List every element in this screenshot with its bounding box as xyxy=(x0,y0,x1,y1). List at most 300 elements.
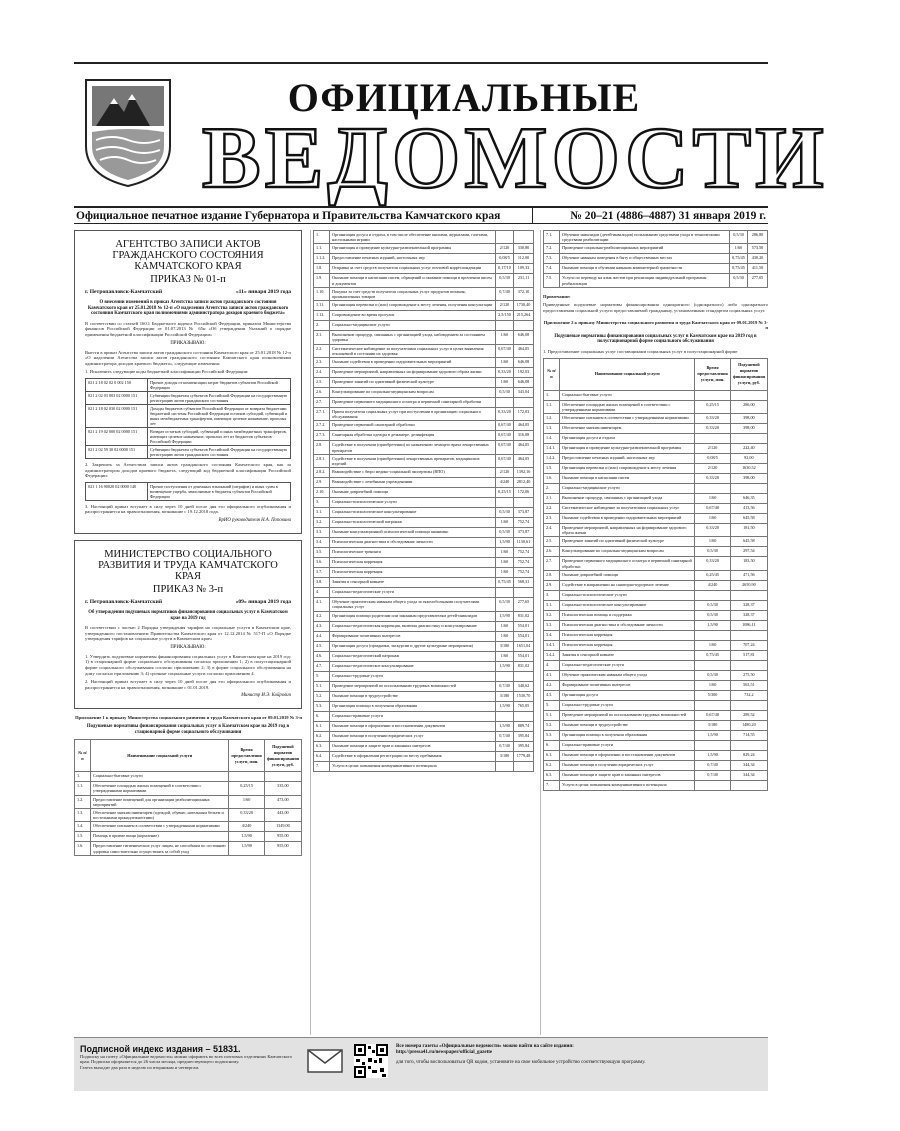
cell-name: Социально-медицинские услуги xyxy=(330,321,496,331)
cell-v: 0,7/40 xyxy=(695,770,730,780)
cell-v: 4/240 xyxy=(695,580,730,590)
cell-v: 1,5/90 xyxy=(496,611,514,621)
cell-v: 2/120 xyxy=(695,463,730,473)
code-desc: Прочие доходы от компенсации затрат бюджетов субъектов Российской Федерации xyxy=(148,378,291,391)
table-row xyxy=(314,508,534,518)
cell-name: Оказание помощи в написании писем xyxy=(560,473,695,483)
cell-v: 1/60 xyxy=(496,631,514,641)
table-row xyxy=(314,751,534,761)
cell-n: 1.1. xyxy=(314,244,330,254)
cell-v: 1/60 xyxy=(695,680,730,690)
cell-p: 1779,48 xyxy=(514,751,534,761)
table-row xyxy=(75,795,302,808)
cell-name: Социально-бытовые услуги xyxy=(560,390,695,400)
cell-v: 3/180 xyxy=(496,641,514,651)
cell-n: 1.8. xyxy=(314,264,330,274)
cell-name: Психологическая коррекция xyxy=(560,640,695,650)
cell-n: 3.6. xyxy=(314,558,330,568)
table-row xyxy=(544,423,768,433)
cell-p: 411,50 xyxy=(748,264,768,274)
appendix2-note: Приложение 2 к приказу Министерства социального развития и труда Камчатского края от 09.01.2019 № 3-п xyxy=(543,319,768,331)
cell-v: 0,7/40 xyxy=(496,741,514,751)
cell-n: 1.1. xyxy=(544,400,560,413)
cell-n: 1.9. xyxy=(314,274,330,287)
table-row xyxy=(544,413,768,423)
appendix1-note: Приложение 1 к приказу Министерства социального развития и труда Камчатского края от 09.01.2019 № 3-п xyxy=(75,715,302,721)
cell-name: Оказание помощи в получении юридических услуг xyxy=(560,760,695,770)
table-row xyxy=(314,408,534,421)
cell-name: Проведение занятий по адаптивной физической культуре xyxy=(560,537,695,547)
cell-n: 1. xyxy=(314,231,330,244)
cell-n: 3.4.1. xyxy=(544,640,560,650)
cell-p: 344,34 xyxy=(730,760,767,770)
table-row xyxy=(544,274,768,287)
cell-n: 7.3. xyxy=(544,254,560,264)
cell-name: Систематическое наблюдение за получателями социальных услуг в целях выявления отклонений в состоянии их здоровья xyxy=(330,344,496,357)
cell-v: 0,33/20 xyxy=(496,408,514,421)
cell-v: 1/60 xyxy=(496,558,514,568)
cell-p xyxy=(730,590,767,600)
cell-p: 646,08 xyxy=(514,331,534,344)
table-header xyxy=(544,358,768,390)
cell-v xyxy=(695,433,730,443)
cell-name: Выполнение процедур, связанных с организацией ухода, наблюдением за состоянием здоровья xyxy=(330,331,496,344)
cell-name: Консультирование по социально-медицинским вопросам xyxy=(330,388,496,398)
cell-v: 3/180 xyxy=(496,691,514,701)
cell-name: Оказание помощи в защите прав и законных интересов xyxy=(330,741,496,751)
cell-p: 277,65 xyxy=(514,598,534,611)
cell-name: Занятия в сенсорной комнате xyxy=(560,650,695,660)
cell-v: 0,17/10 xyxy=(496,264,514,274)
order1-para5: 3. Настоящий приказ вступает в силу через 10 дней после дня его официального опубликования и распространяется на правоотношения, возникшие с 19.12.2018 года. xyxy=(85,503,291,515)
cell-name: Предоставление печатных изданий, настольных игр xyxy=(330,254,496,264)
cell-v: 0,5/30 xyxy=(695,547,730,557)
cell-p xyxy=(730,740,767,750)
cell-name: Обеспечение площадью жилых помещений в соответствии с утвержденными нормативами xyxy=(91,782,229,795)
table-row xyxy=(544,670,768,680)
table-row xyxy=(544,780,768,790)
table-row xyxy=(314,301,534,311)
subscription-text2: Газета выходит два раза в неделю по вторникам и четвергам. xyxy=(80,1064,200,1070)
cell-name: Содействие в направлении на санаторно-курортное лечение xyxy=(560,580,695,590)
cell-v: 0,7/40 xyxy=(496,731,514,741)
cell-n: 6. xyxy=(544,740,560,750)
cell-v: 0,33/20 xyxy=(496,368,514,378)
cell-n: 2.7. xyxy=(314,398,330,408)
cell-name: Содействие в оформлении регистрации по месту пребывания xyxy=(330,751,496,761)
cell-v: 0,67/40 xyxy=(496,421,514,431)
order2-para3: 2. Настоящий приказ вступает в силу через 10 дней после дня его официального опубликования и распространяется на правоотношения, возникшие с 01.01.2019. xyxy=(85,679,291,690)
cell-v: 0,5/30 xyxy=(496,528,514,538)
cell-p: 430,20 xyxy=(748,254,768,264)
table-row xyxy=(544,630,768,640)
order2-para2: 1. Утвердить подушевые нормативы финансирования социальных услуг в Камчатском крае на 2019 год: 1) в стационарной форме социального обслуживания согласно приложению 1; 2) в полустационарной форме социального обслуживания согласно приложению 2; 3) в форме социального обслуживания на дому согласно приложению 3; 4) срочные социальные услуги согласно приложению 4. xyxy=(85,653,291,676)
cell-name: Организация досуга и отдыха, в том числе обеспечение книгами, журналами, газетами, настольными играми xyxy=(330,231,496,244)
cell-v: 2,5/150 xyxy=(496,311,514,321)
footer xyxy=(74,1037,768,1091)
cell-name: Психологическая коррекция xyxy=(330,558,496,568)
cell-n: 1.6. xyxy=(75,842,91,855)
cell-name: Социально-психологический патронаж xyxy=(330,518,496,528)
cell-p: 92,00 xyxy=(730,453,767,463)
cell-v: 0,33/20 xyxy=(695,473,730,483)
order1-para1: В соответствии со статьей 160.1 Бюджетного кодекса Российской Федерации, приказом Министерства финансов Российской Федерации от 01.07.2013 № 65н «Об утверждении Указаний о порядке применения бюджетной классификации Российской Федерации» xyxy=(85,320,291,337)
cell-p: 413,56 xyxy=(730,503,767,513)
table-row xyxy=(86,445,291,458)
order2-date: «09» января 2019 года xyxy=(235,598,291,605)
cell-name: Взаимодействие с лечебными учреждениями xyxy=(330,478,496,488)
cell-p: 1530,70 xyxy=(514,691,534,701)
cell-p xyxy=(730,483,767,493)
table-row xyxy=(314,431,534,441)
cell-v: 1/60 xyxy=(496,358,514,368)
cell-n: 4.6. xyxy=(314,651,330,661)
cell-n: 2.7.3. xyxy=(314,431,330,441)
order1-city: г. Петропавловск-Камчатский xyxy=(85,289,163,295)
mail-icon xyxy=(306,1048,344,1074)
cell-p: 464,05 xyxy=(514,421,534,431)
code2-table xyxy=(85,482,291,501)
cell-p: 335,00 xyxy=(264,782,301,795)
cell-p: 831,02 xyxy=(514,611,534,621)
table-row xyxy=(75,809,302,822)
cell-p xyxy=(514,398,534,408)
order2-sign: Министр И.Э. Койрович xyxy=(241,693,291,699)
cell-name: Покупка за счет средств получателя социальных услуг продуктов питания, промышленных товаров xyxy=(330,287,496,300)
cell-name: Оказание доврачебной помощи xyxy=(330,488,496,498)
cell-p: 889,74 xyxy=(514,721,534,731)
cell-p: 222,40 xyxy=(730,443,767,453)
cell-v xyxy=(695,780,730,790)
cell-p: 373,87 xyxy=(514,508,534,518)
table-row xyxy=(314,681,534,691)
table-row xyxy=(86,391,291,404)
cell-p: 275,50 xyxy=(730,670,767,680)
table-row xyxy=(86,404,291,427)
cell-p: 1130,61 xyxy=(514,538,534,548)
table-row xyxy=(314,264,534,274)
cell-v: 0,5/30 xyxy=(496,598,514,611)
cell-p: 646,35 xyxy=(730,493,767,503)
cell-p: 328,37 xyxy=(730,600,767,610)
table-row xyxy=(544,473,768,483)
cell-p: 1480,20 xyxy=(730,720,767,730)
cell-v: 1/60 xyxy=(496,331,514,344)
cell-n: 2.7.1. xyxy=(314,408,330,421)
cell-p: 183,50 xyxy=(730,557,767,570)
table-row xyxy=(544,523,768,536)
masthead-title-top: ОФИЦИАЛЬНЫЕ xyxy=(287,75,641,120)
cell-n: 6.1. xyxy=(314,721,330,731)
cell-v: 1/60 xyxy=(695,493,730,503)
cell-v: 0,75/45 xyxy=(496,578,514,588)
table-row xyxy=(75,832,302,842)
cell-p: 752,74 xyxy=(514,548,534,558)
cell-name: Занятия в сенсорной комнате xyxy=(330,578,496,588)
cell-n: 3.4. xyxy=(314,538,330,548)
column-right xyxy=(540,230,768,1035)
cell-v: 1,5/90 xyxy=(695,620,730,630)
cell-name: Услуги в целях повышения коммуникативного потенциала xyxy=(330,761,496,771)
cell-n: 4.2. xyxy=(314,611,330,621)
order1-dateline xyxy=(85,289,291,295)
cell-v: 3/180 xyxy=(695,720,730,730)
cell-n: 4.5. xyxy=(314,641,330,651)
cell-v: 0,67/40 xyxy=(496,431,514,441)
table-row xyxy=(314,344,534,357)
cell-n: 4.4. xyxy=(314,631,330,641)
cell-p: 443,00 xyxy=(264,809,301,822)
cell-v xyxy=(496,398,514,408)
cell-v: 1/60 xyxy=(496,378,514,388)
cell-n: 1.11. xyxy=(314,301,330,311)
cell-v: 1,5/90 xyxy=(695,750,730,760)
cell-v: 0,33/20 xyxy=(229,809,264,822)
table2-title: Подушевые нормативы финансирования социальных услуг в Камчатском крае на 2019 год в полустационарной форме социального обслуживания xyxy=(554,333,757,345)
cell-name: Формирование позитивных интересов xyxy=(330,631,496,641)
cell-name: Организация досуга (праздники, экскурсии и другие культурные мероприятия) xyxy=(330,641,496,651)
table-row xyxy=(314,478,534,488)
cell-v: 1,5/90 xyxy=(496,538,514,548)
cell-name: Психологическая коррекция xyxy=(330,568,496,578)
table-row xyxy=(314,498,534,508)
table-row xyxy=(544,690,768,700)
cell-name: Социально-педагогические услуги xyxy=(330,588,496,598)
cell-p xyxy=(730,390,767,400)
cell-n: 2.5. xyxy=(544,537,560,547)
subline-divider xyxy=(532,208,533,224)
table-row xyxy=(544,750,768,760)
cell-n: 5. xyxy=(314,671,330,681)
cell-name: Социально-педагогическая коррекция, включая диагностику и консультирование xyxy=(330,621,496,631)
cell-p: 112,00 xyxy=(514,254,534,264)
cell-n: 1. xyxy=(75,772,91,782)
cell-n: 7. xyxy=(544,780,560,790)
col-norm: Подушевой норматив финансирования услуги, руб. xyxy=(264,740,301,772)
cell-p xyxy=(514,711,534,721)
cell-v xyxy=(695,630,730,640)
cell-n: 2.8. xyxy=(544,570,560,580)
cell-v: 0,25/45 xyxy=(695,570,730,580)
cell-v: 1/60 xyxy=(496,651,514,661)
table-row xyxy=(314,741,534,751)
cell-v: 0,08/5 xyxy=(695,453,730,463)
table-row xyxy=(544,680,768,690)
cell-p: 398,00 xyxy=(730,413,767,423)
table-row xyxy=(314,761,534,771)
table-row xyxy=(314,671,534,681)
website-block xyxy=(396,1044,756,1066)
cell-v: 2/120 xyxy=(496,301,514,311)
kamchatka-emblem-icon xyxy=(82,76,174,188)
table-row xyxy=(314,398,534,408)
website-url[interactable]: http://pressa41.ru/newspaper/official_gazette xyxy=(396,1050,493,1055)
cell-n: 2. xyxy=(544,483,560,493)
newspaper-page xyxy=(74,62,828,1112)
cell-n: 3.8. xyxy=(314,578,330,588)
cell-name: Организация перевозки и (или) сопровождение к месту лечения xyxy=(560,463,695,473)
cell-v: 4/240 xyxy=(496,478,514,488)
cell-n: 7.5. xyxy=(544,274,560,287)
cell-v: 1/60 xyxy=(496,548,514,558)
column-left xyxy=(74,230,302,1035)
cell-n: 2.8. xyxy=(314,441,330,454)
cell-name: Обучение практическим навыкам общего ухода за тяжелобольными получателями социальных услуг xyxy=(330,598,496,611)
cell-n: 7.1. xyxy=(544,231,560,244)
cell-name: Сопровождение во время прогулок xyxy=(330,311,496,321)
table-row xyxy=(544,720,768,730)
cell-v xyxy=(695,590,730,600)
cell-p xyxy=(514,588,534,598)
cell-n: 1.4.2. xyxy=(544,453,560,463)
cell-name: Выполнение процедур, связанных с организацией ухода xyxy=(560,493,695,503)
col-time: Время предоставления услуги, мин. xyxy=(695,358,730,390)
table-row xyxy=(314,691,534,701)
cell-p: 554,01 xyxy=(514,631,534,641)
cell-name: Обеспечение мягким инвентарем (одеждой, обувью, нательным бельем и постельными принадлежностями) xyxy=(91,809,229,822)
order2-prikaz: ПРИКАЗЫВАЮ: xyxy=(170,644,206,650)
cell-name: Содействие в получении (приобретении) по назначению лечащего врача лекарственных препаратов xyxy=(330,441,496,454)
table-row xyxy=(314,441,534,454)
table-row xyxy=(544,254,768,264)
cell-name: Оказание помощи в трудоустройстве xyxy=(330,691,496,701)
cell-name: Оказание помощи в написании писем, обращений и оказание помощи в прочтении писем и документов xyxy=(330,274,496,287)
cell-n: 1.3. xyxy=(75,809,91,822)
cell-p xyxy=(730,660,767,670)
masthead-subline xyxy=(74,206,768,224)
cell-v: 1/60 xyxy=(695,537,730,547)
table-row xyxy=(314,321,534,331)
table-right-top xyxy=(543,230,768,288)
note-text: Приведенные подушевые нормативы финансирования однократного (однократного) либо однократного предоставления социальной услуги предоставляемой гражданину, установленным стандартом социальных услуг. xyxy=(543,302,768,313)
cell-n: 5.3. xyxy=(314,701,330,711)
table-row xyxy=(544,390,768,400)
cell-n: 5.3. xyxy=(544,730,560,740)
cell-v: 0,67/40 xyxy=(695,503,730,513)
table-row xyxy=(314,578,534,588)
cell-name: Оказание содействия в проведении оздоровительных мероприятий xyxy=(330,358,496,368)
cell-p: 646,08 xyxy=(514,378,534,388)
table-row xyxy=(75,842,302,855)
table-row xyxy=(314,621,534,631)
cell-name: Оказание помощи в оформлении и восстановлении документов xyxy=(560,750,695,760)
cell-p: 554,01 xyxy=(514,651,534,661)
table-row xyxy=(544,231,768,244)
table-row xyxy=(314,641,534,651)
cell-p: 517,81 xyxy=(730,650,767,660)
cell-v: 0,5/30 xyxy=(496,508,514,518)
cell-n: 4.2. xyxy=(544,680,560,690)
table1 xyxy=(74,739,302,856)
cell-v xyxy=(695,740,730,750)
table-row xyxy=(544,730,768,740)
cell-p: 1392,16 xyxy=(514,468,534,478)
cell-p: 714,55 xyxy=(730,730,767,740)
cell-v: 0,5/30 xyxy=(496,274,514,287)
cell-name: Проведение первичного медицинского осмотра и первичной санитарной обработки xyxy=(560,557,695,570)
cell-n: 3.1. xyxy=(544,600,560,610)
table-row xyxy=(314,518,534,528)
code-cell: 021 2 02 59 30 02 0000 151 xyxy=(86,445,148,458)
cell-n: 3.1. xyxy=(314,508,330,518)
cell-name: Предоставление помещений для организации реабилитационных мероприятий xyxy=(91,795,229,808)
cell-n: 6.3. xyxy=(314,741,330,751)
cell-name: Социально-педагогические услуги xyxy=(560,660,695,670)
cell-p: 752,74 xyxy=(514,558,534,568)
code-desc: Субвенции бюджетам субъектов Российской Федерации на государственную регистрацию актов гражданского состояния xyxy=(148,445,291,458)
cell-n: 6.2. xyxy=(544,760,560,770)
cell-v: 0,5/30 xyxy=(695,670,730,680)
cell-v: 0,75/45 xyxy=(695,650,730,660)
code-desc: Возврат остатков субсидий, субвенций и иных межбюджетных трансфертов, имеющих целевое назначение, прошлых лет из бюджетов субъектов Российской Федерации xyxy=(148,427,291,445)
table-row xyxy=(314,274,534,287)
table-row xyxy=(314,244,534,254)
cell-n: 2.1. xyxy=(544,493,560,503)
cell-n: 4. xyxy=(314,588,330,598)
table-row xyxy=(544,537,768,547)
cell-p: 573,50 xyxy=(748,244,768,254)
subscription-block xyxy=(80,1044,295,1070)
cell-name: Прием получателя социальных услуг при поступлении в организацию социального обслуживания xyxy=(330,408,496,421)
table-row xyxy=(314,231,534,244)
cell-name: Организация помощи в получении образования xyxy=(560,730,695,740)
code-cell: 021 2 02 03 003 02 0000 151 xyxy=(86,391,148,404)
cell-p: 373,87 xyxy=(514,528,534,538)
cell-v: 1/60 xyxy=(496,621,514,631)
cell-v: 3/180 xyxy=(496,751,514,761)
table-row xyxy=(314,731,534,741)
code-desc: Прочие поступления от денежных взысканий (штрафов) и иных сумм в возмещение ущерба, зачисляемые в бюджеты субъектов Российской Федерации xyxy=(148,482,291,500)
cell-n: 4.1. xyxy=(314,598,330,611)
col-name: Наименование социальной услуги xyxy=(560,358,695,390)
cell-p: 765,05 xyxy=(514,701,534,711)
cell-name: Предоставление печатных изданий, настольных игр xyxy=(560,453,695,463)
cell-name: Организация и проведение культурно-развлекательной программы xyxy=(330,244,496,254)
cell-p: 172,06 xyxy=(514,488,534,498)
cell-name: Социально-трудовые услуги xyxy=(330,671,496,681)
cell-v: 5/300 xyxy=(695,690,730,700)
cell-name: Оказание помощи в оформлении и восстановлении документов xyxy=(330,721,496,731)
table-row xyxy=(544,620,768,630)
cell-name: Помощь в приеме пищи (кормление) xyxy=(91,832,229,842)
cell-v: 0,08/5 xyxy=(496,254,514,264)
cell-name: Взаимодействие с бюро медико-социальной экспертизы (ВПО) xyxy=(330,468,496,478)
table-row xyxy=(544,740,768,750)
cell-v: 0,33/20 xyxy=(695,423,730,433)
cell-n: 2.2. xyxy=(314,344,330,357)
cell-name: Социально-бытовые услуги xyxy=(91,772,229,782)
qr-code-icon[interactable] xyxy=(354,1044,388,1078)
cell-p: 395,84 xyxy=(514,731,534,741)
cell-p: 2650,90 xyxy=(730,580,767,590)
cell-p: 328,37 xyxy=(730,610,767,620)
cell-name: Систематическое наблюдение за получателями социальных услуг xyxy=(560,503,695,513)
cell-v: 0,25/15 xyxy=(695,400,730,413)
cell-p: 1630,52 xyxy=(730,463,767,473)
cell-name: Проведение мероприятий, направленных на формирование здорового образа жизни xyxy=(330,368,496,378)
subscription-text1: Подписку на газету «Официальные ведомости» можно оформить во всех почтовых отделениях Камчатского края. Подписка оформляется до 26 числа месяца, предшествующего подписному. xyxy=(80,1054,293,1065)
cell-v: 1/60 xyxy=(695,640,730,650)
order1-agency: АГЕНТСТВО ЗАПИСИ АКТОВ ГРАЖДАНСКОГО СОСТОЯНИЯ КАМЧАТСКОГО КРАЯ xyxy=(112,239,264,272)
cell-p: 473,00 xyxy=(264,795,301,808)
table-row xyxy=(314,358,534,368)
table-row xyxy=(314,598,534,611)
cell-v: 1/60 xyxy=(496,518,514,528)
subscription-index: Подписной индекс издания – 51831. xyxy=(80,1044,241,1054)
cell-n: 2.4. xyxy=(314,368,330,378)
cell-v: 0,33/20 xyxy=(695,557,730,570)
cell-n: 3.3. xyxy=(544,620,560,630)
